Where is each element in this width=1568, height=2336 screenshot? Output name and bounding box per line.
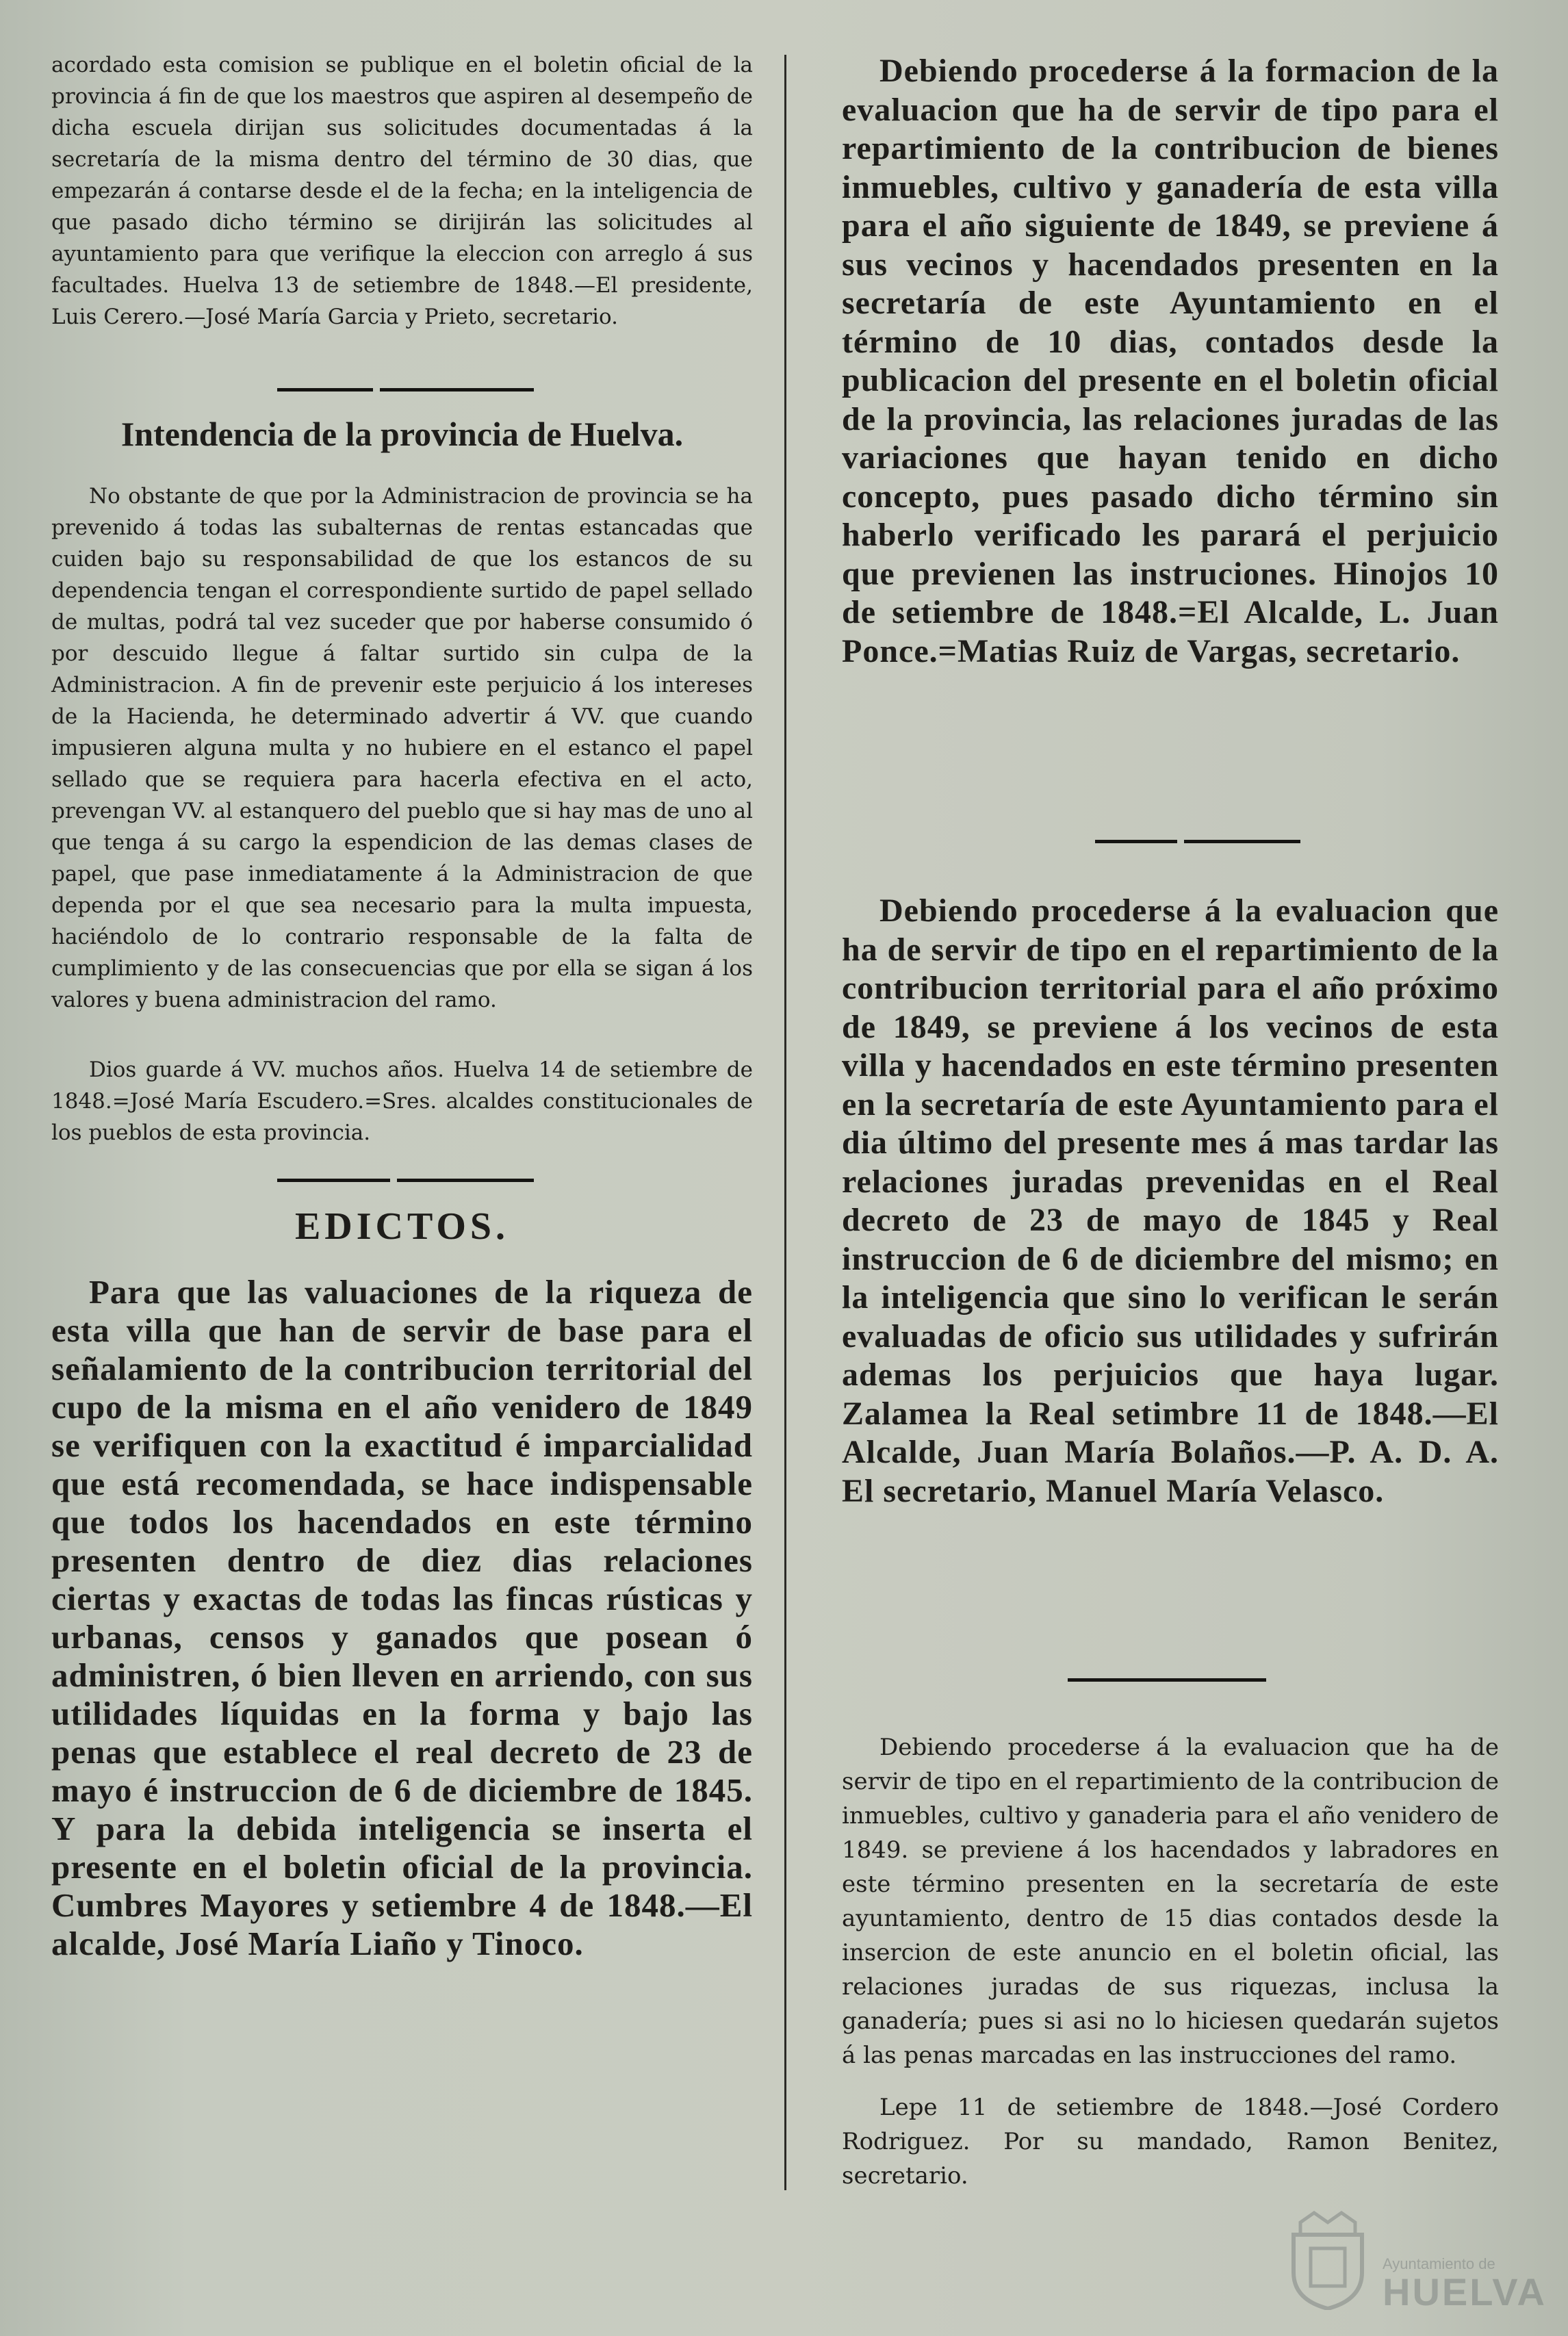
column-divider <box>784 55 786 2190</box>
watermark-big-text: HUELVA <box>1383 2270 1547 2313</box>
edicto-hinojos: Debiendo procederse á la formacion de la evaluacion que ha de servir de tipo para el repartimiento de la contribucion de bienes inmuebles, cultivo y ganadería de esta villa para el año siguiente de 1849, se previene á sus vecinos y hacendados presenten en la secretaría de este Ayuntamiento en el término de 10 dias, contados desde la publicacion del presente en el boletin oficial de la provincia, las relaciones juradas de las variaciones que hayan tenido en dicho concepto, pues pasado dicho término sin haberlo verificado les parará el perjuicio que previenen las instruciones. Hinojos 10 de setiembre de 1848.=El Alcalde, L. Juan Ponce.=Matias Ruiz de Vargas, secretario. <box>842 53 1499 669</box>
edicto-zalamea: Debiendo procederse á la evaluacion que ha de servir de tipo en el repartimiento de la contribucion territorial para el año próximo de 1849, se previene á los vecinos de esta villa y hacendados en este término presenten en la secretaría de este Ayuntamiento para el dia último del presente mes á mas tardar las relaciones juradas prevenidas en el Real decreto de 23 de mayo de 1845 y Real instruccion de 6 de diciembre del mismo; en la inteligencia que sino lo verifican le serán evaluadas de oficio sus utilidades y sufrirán ademas los perjuicios que haya lugar. Zalamea la Real setimbre 11 de 1848.—El Alcalde, Juan María Bolaños.—P. A. D. A. El secretario, Manuel María Velasco. <box>842 893 1499 1509</box>
watermark-logo <box>1287 2207 1547 2317</box>
separator <box>1095 838 1300 845</box>
intendencia-heading: Intendencia de la provincia de Huelva. <box>120 415 684 453</box>
separator <box>1068 1677 1266 1684</box>
separator <box>277 387 534 394</box>
top-paragraph: acordado esta comision se publique en el boletin oficial de la provincia á fin de que los maestros que aspiren al desempeño de dicha escuela dirijan sus solicitudes documentadas á la secretaría de la misma dentro del término de 30 dias, que empezarán á contarse desde el de la fecha; en la inteligencia de que pasado dicho término se dirijirán las solicitudes al ayuntamiento para que verifique la eleccion con arreglo á sus facultades. Huelva 13 de setiembre de 1848.—El presidente, Luis Cerero.—José María Garcia y Prieto, secretario. <box>51 53 753 329</box>
watermark-small-text: Ayuntamiento de <box>1383 2255 1495 2272</box>
watermark-text <box>1383 2255 1547 2311</box>
crest-icon <box>1287 2207 1369 2310</box>
edicto-lepe-closing: Lepe 11 de setiembre de 1848.—José Cordero Rodriguez. Por su mandado, Ramon Benitez, secretario. <box>842 2094 1499 2190</box>
intendencia-closing: Dios guarde á VV. muchos años. Huelva 14 de setiembre de 1848.=José María Escudero.=Sres. alcaldes constitucionales de los pueblos de esta provincia. <box>51 1057 753 1145</box>
edictos-heading: EDICTOS. <box>294 1205 510 1248</box>
separator <box>277 1177 534 1184</box>
intendencia-body: No obstante de que por la Administracion de provincia se ha prevenido á todas las subalternas de rentas estancadas que cuiden bajo su responsabilidad de que los estancos de su dependencia tengan el correspondiente surtido de papel sellado de multas, podrá tal vez suceder que por haberse consumido ó por descuido llegue á faltar surtido sin culpa de la Administracion. A fin de prevenir este perjuicio á los intereses de la Hacienda, he determinado advertir á VV. que cuando impusieren alguna multa y no hubiere en el estanco el papel sellado que se requiera para hacerla efectiva en el acto, prevengan VV. al estanquero del pueblo que si hay mas de uno al que tenga á su cargo la espendicion de las demas clases de papel, que pase inmediatamente á la Administracion de que dependa por el que sea necesario para la multa impuesta, haciéndolo de lo contrario responsable de la falta de cumplimiento y de las consecuencias que por ella se sigan á los valores y buena administracion del ramo. <box>51 484 753 1012</box>
edicto-cumbres: Para que las valuaciones de la riqueza de esta villa que han de servir de base para el señalamiento de la contribucion territorial del cupo de la misma en el año venidero de 1849 se verifiquen con la exactitud é imparcialidad que está recomendada, se hace indispensable que todos los hacendados en este término presenten dentro de diez dias relaciones ciertas y exactas de todas las fincas rústicas y urbanas, censos y ganados que posean ó administren, ó bien lleven en arriendo, con sus utilidades líquidas en la forma y bajo las penas que establece el real decreto de 23 de mayo é instruccion de 6 de diciembre de 1845. Y para la debida inteligencia se inserta el presente en el boletin oficial de la provincia. Cumbres Mayores y setiembre 4 de 1848.—El alcalde, José María Liaño y Tinoco. <box>51 1273 753 1962</box>
edicto-lepe: Debiendo procederse á la evaluacion que ha de servir de tipo en el repartimiento de la contribucion de inmuebles, cultivo y ganaderia para el año venidero de 1849. se previene á los hacendados y labradores en este término presenten en la secretaría de este ayuntamiento, dentro de 15 dias contados desde la insercion de este anuncio en el boletin oficial, las relaciones juradas de sus riquezas, inclusa la ganadería; pues si asi no lo hiciesen quedarán sujetos á las penas marcadas en las instrucciones del ramo. <box>842 1734 1499 2069</box>
